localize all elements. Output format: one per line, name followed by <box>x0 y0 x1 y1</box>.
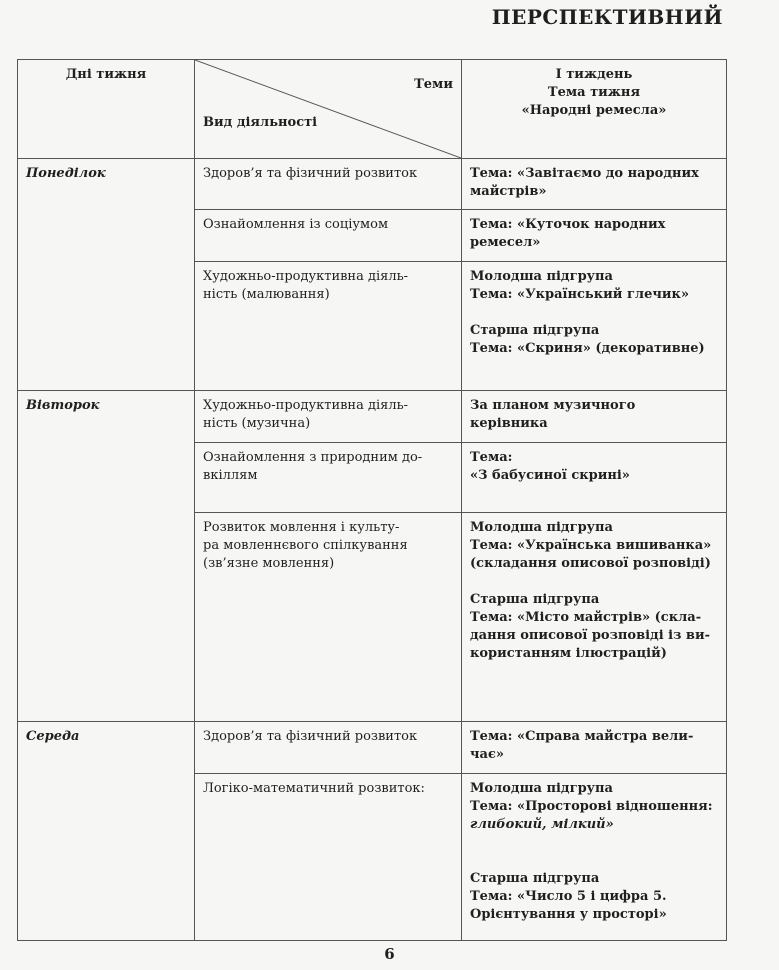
header-days-cell <box>18 60 195 159</box>
theme-line: майстрів» <box>470 184 547 199</box>
activity-line: ність (музична) <box>203 416 311 431</box>
activity-cell <box>195 513 462 722</box>
day-cell-wednesday: Середа <box>18 722 195 941</box>
theme-line: чає» <box>470 747 504 762</box>
activity-cell <box>195 391 462 443</box>
page-header-title: ПЕРСПЕКТИВНИЙ <box>491 5 723 29</box>
subgroup-label: Молодша підгрупа <box>470 269 613 284</box>
activity-cell <box>195 262 462 391</box>
theme-line: Тема: «Просторові відношення: <box>470 799 713 814</box>
theme-line: Тема: «Завітаємо до народних <box>470 166 699 181</box>
activity-line: ра мовленнєвого спілкування <box>203 538 408 553</box>
theme-cell <box>462 722 727 774</box>
header-week-label: І тиждень <box>555 67 633 82</box>
table-row <box>18 159 727 210</box>
theme-cell <box>462 443 727 513</box>
theme-line: керівника <box>470 416 548 431</box>
activity-line: вкіллям <box>203 468 258 483</box>
activity-line: Розвиток мовлення і культу- <box>203 520 400 535</box>
diagonal-divider <box>195 60 461 158</box>
activity-line: Художньо-продуктивна діяль- <box>203 398 409 413</box>
day-cell-tuesday: Вівторок <box>18 391 195 722</box>
subgroup-label: Старша підгрупа <box>470 592 600 607</box>
activity-line: Художньо-продуктивна діяль- <box>203 269 409 284</box>
theme-line: Тема: «Скриня» (декоративне) <box>470 341 705 356</box>
theme-line: Тема: «Місто майстрів» (скла- <box>470 610 702 625</box>
subgroup-label: Молодша підгрупа <box>470 520 613 535</box>
header-diagonal-cell <box>195 60 462 159</box>
activity-line: ність (малювання) <box>203 287 330 302</box>
header-days-label: Дні тижня <box>65 67 147 82</box>
theme-line: Тема: «Справа майстра вели- <box>470 729 694 744</box>
activity-line: Ознайомлення з природним до- <box>203 450 423 465</box>
theme-line: дання описової розповіді із ви- <box>470 628 711 643</box>
theme-line: (складання описової розповіді) <box>470 556 711 571</box>
theme-line: Тема: <box>470 450 513 465</box>
activity-cell: Здоров’я та фізичний розвиток <box>195 159 462 210</box>
table-row <box>18 391 727 443</box>
subgroup-label: Молодша підгрупа <box>470 781 613 796</box>
theme-line: Орієнтування у просторі» <box>470 907 667 922</box>
subgroup-label: Старша підгрупа <box>470 871 600 886</box>
theme-line: За планом музичного <box>470 398 636 413</box>
header-activity-label: Вид діяльності <box>203 115 318 130</box>
theme-line: Тема: «Куточок народних <box>470 217 666 232</box>
page-number: 6 <box>384 945 395 963</box>
theme-cell <box>462 159 727 210</box>
header-themes-label: Теми <box>414 77 453 92</box>
theme-cell <box>462 210 727 262</box>
theme-cell <box>462 513 727 722</box>
theme-cell <box>462 774 727 941</box>
theme-line: «З бабусиної скрині» <box>470 468 630 483</box>
theme-cell <box>462 391 727 443</box>
theme-cell <box>462 262 727 391</box>
activity-cell: Здоров’я та фізичний розвиток <box>195 722 462 774</box>
table-row <box>18 722 727 774</box>
theme-line: користанням ілюстрацій) <box>470 646 667 661</box>
header-week-theme: «Народні ремесла» <box>521 103 667 118</box>
theme-line: Тема: «Український глечик» <box>470 287 690 302</box>
activity-cell: Ознайомлення із соціумом <box>195 210 462 262</box>
day-cell-monday: Понеділок <box>18 159 195 391</box>
header-week-cell <box>462 60 727 159</box>
activity-line: (зв’язне мовлення) <box>203 556 335 571</box>
subgroup-label: Старша підгрупа <box>470 323 600 338</box>
activity-cell: Логіко-математичний розвиток: <box>195 774 462 941</box>
header-week-theme-label: Тема тижня <box>547 85 641 100</box>
table-header-row <box>18 60 727 159</box>
theme-line: глибокий, мілкий» <box>470 817 614 832</box>
theme-line: Тема: «Українська вишиванка» <box>470 538 712 553</box>
plan-table <box>17 59 727 941</box>
theme-line: ремесел» <box>470 235 541 250</box>
theme-line: Тема: «Число 5 і цифра 5. <box>470 889 667 904</box>
activity-cell <box>195 443 462 513</box>
